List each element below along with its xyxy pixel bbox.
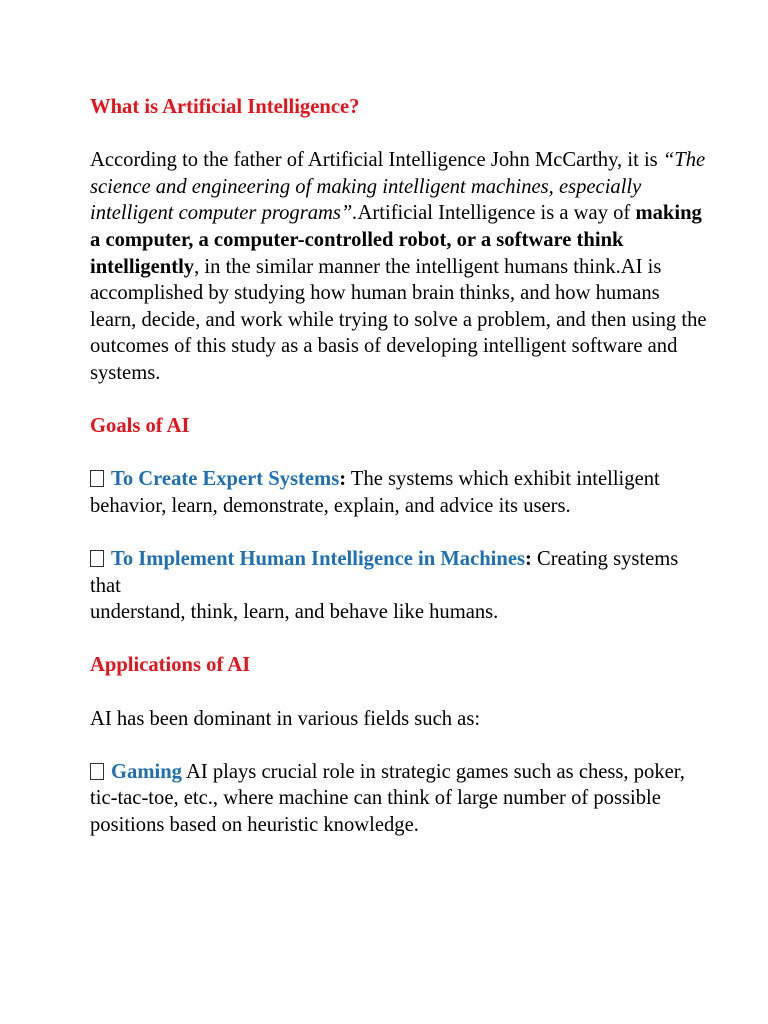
definition-text-a: Artificial Intelligence is a way of — [357, 202, 636, 225]
definition-bold: making a computer, a computer-controlled robot, or a software think intelligently — [90, 202, 702, 278]
applications-intro: AI has been dominant in various fields such as: — [90, 707, 481, 730]
missing-glyph-box-icon — [90, 470, 104, 487]
goal-colon: : — [339, 468, 347, 491]
application-title: Gaming — [111, 760, 182, 783]
heading-what-is-ai: What is Artificial Intelligence? — [90, 96, 360, 118]
goal-text: Creating systems that — [90, 548, 679, 597]
definition-text-b: , in the similar manner the intelligent humans think.AI is accomplished by studying how human brain thinks, and how humans learn, decide, and work while trying to solve a problem, and then using the outcomes of this study as a basis of developing intelligent software and systems. — [90, 255, 707, 384]
heading-goals-of-ai: Goals of AI — [90, 415, 190, 438]
goal-text-continued: understand, think, learn, and behave like humans. — [90, 601, 499, 624]
goal-colon: : — [525, 548, 532, 571]
heading-applications-of-ai: Applications of AI — [90, 654, 251, 677]
missing-glyph-box-icon — [90, 550, 104, 567]
paragraph-ai-definition — [90, 147, 710, 386]
document-page — [90, 94, 710, 839]
goal-title: To Implement Human Intelligence in Machines — [111, 548, 525, 571]
mccarthy-quote: “The science and engineering of making intelligent machines, especially intelligent computer programs”. — [90, 149, 706, 225]
intro-text: According to the father of Artificial Intelligence John McCarthy, it is — [90, 149, 663, 172]
application-text: AI plays crucial role in strategic games such as chess, poker, tic-tac-toe, etc., where machine can think of large number of possible positions based on heuristic knowledge. — [90, 760, 685, 837]
goal-item — [90, 466, 710, 519]
missing-glyph-box-icon — [90, 763, 104, 780]
application-item — [90, 759, 710, 839]
goal-item — [90, 546, 710, 626]
goal-text: The systems which exhibit intelligent behavior, learn, demonstrate, explain, and advice its users. — [90, 468, 660, 517]
goal-title: To Create Expert Systems — [111, 468, 340, 491]
